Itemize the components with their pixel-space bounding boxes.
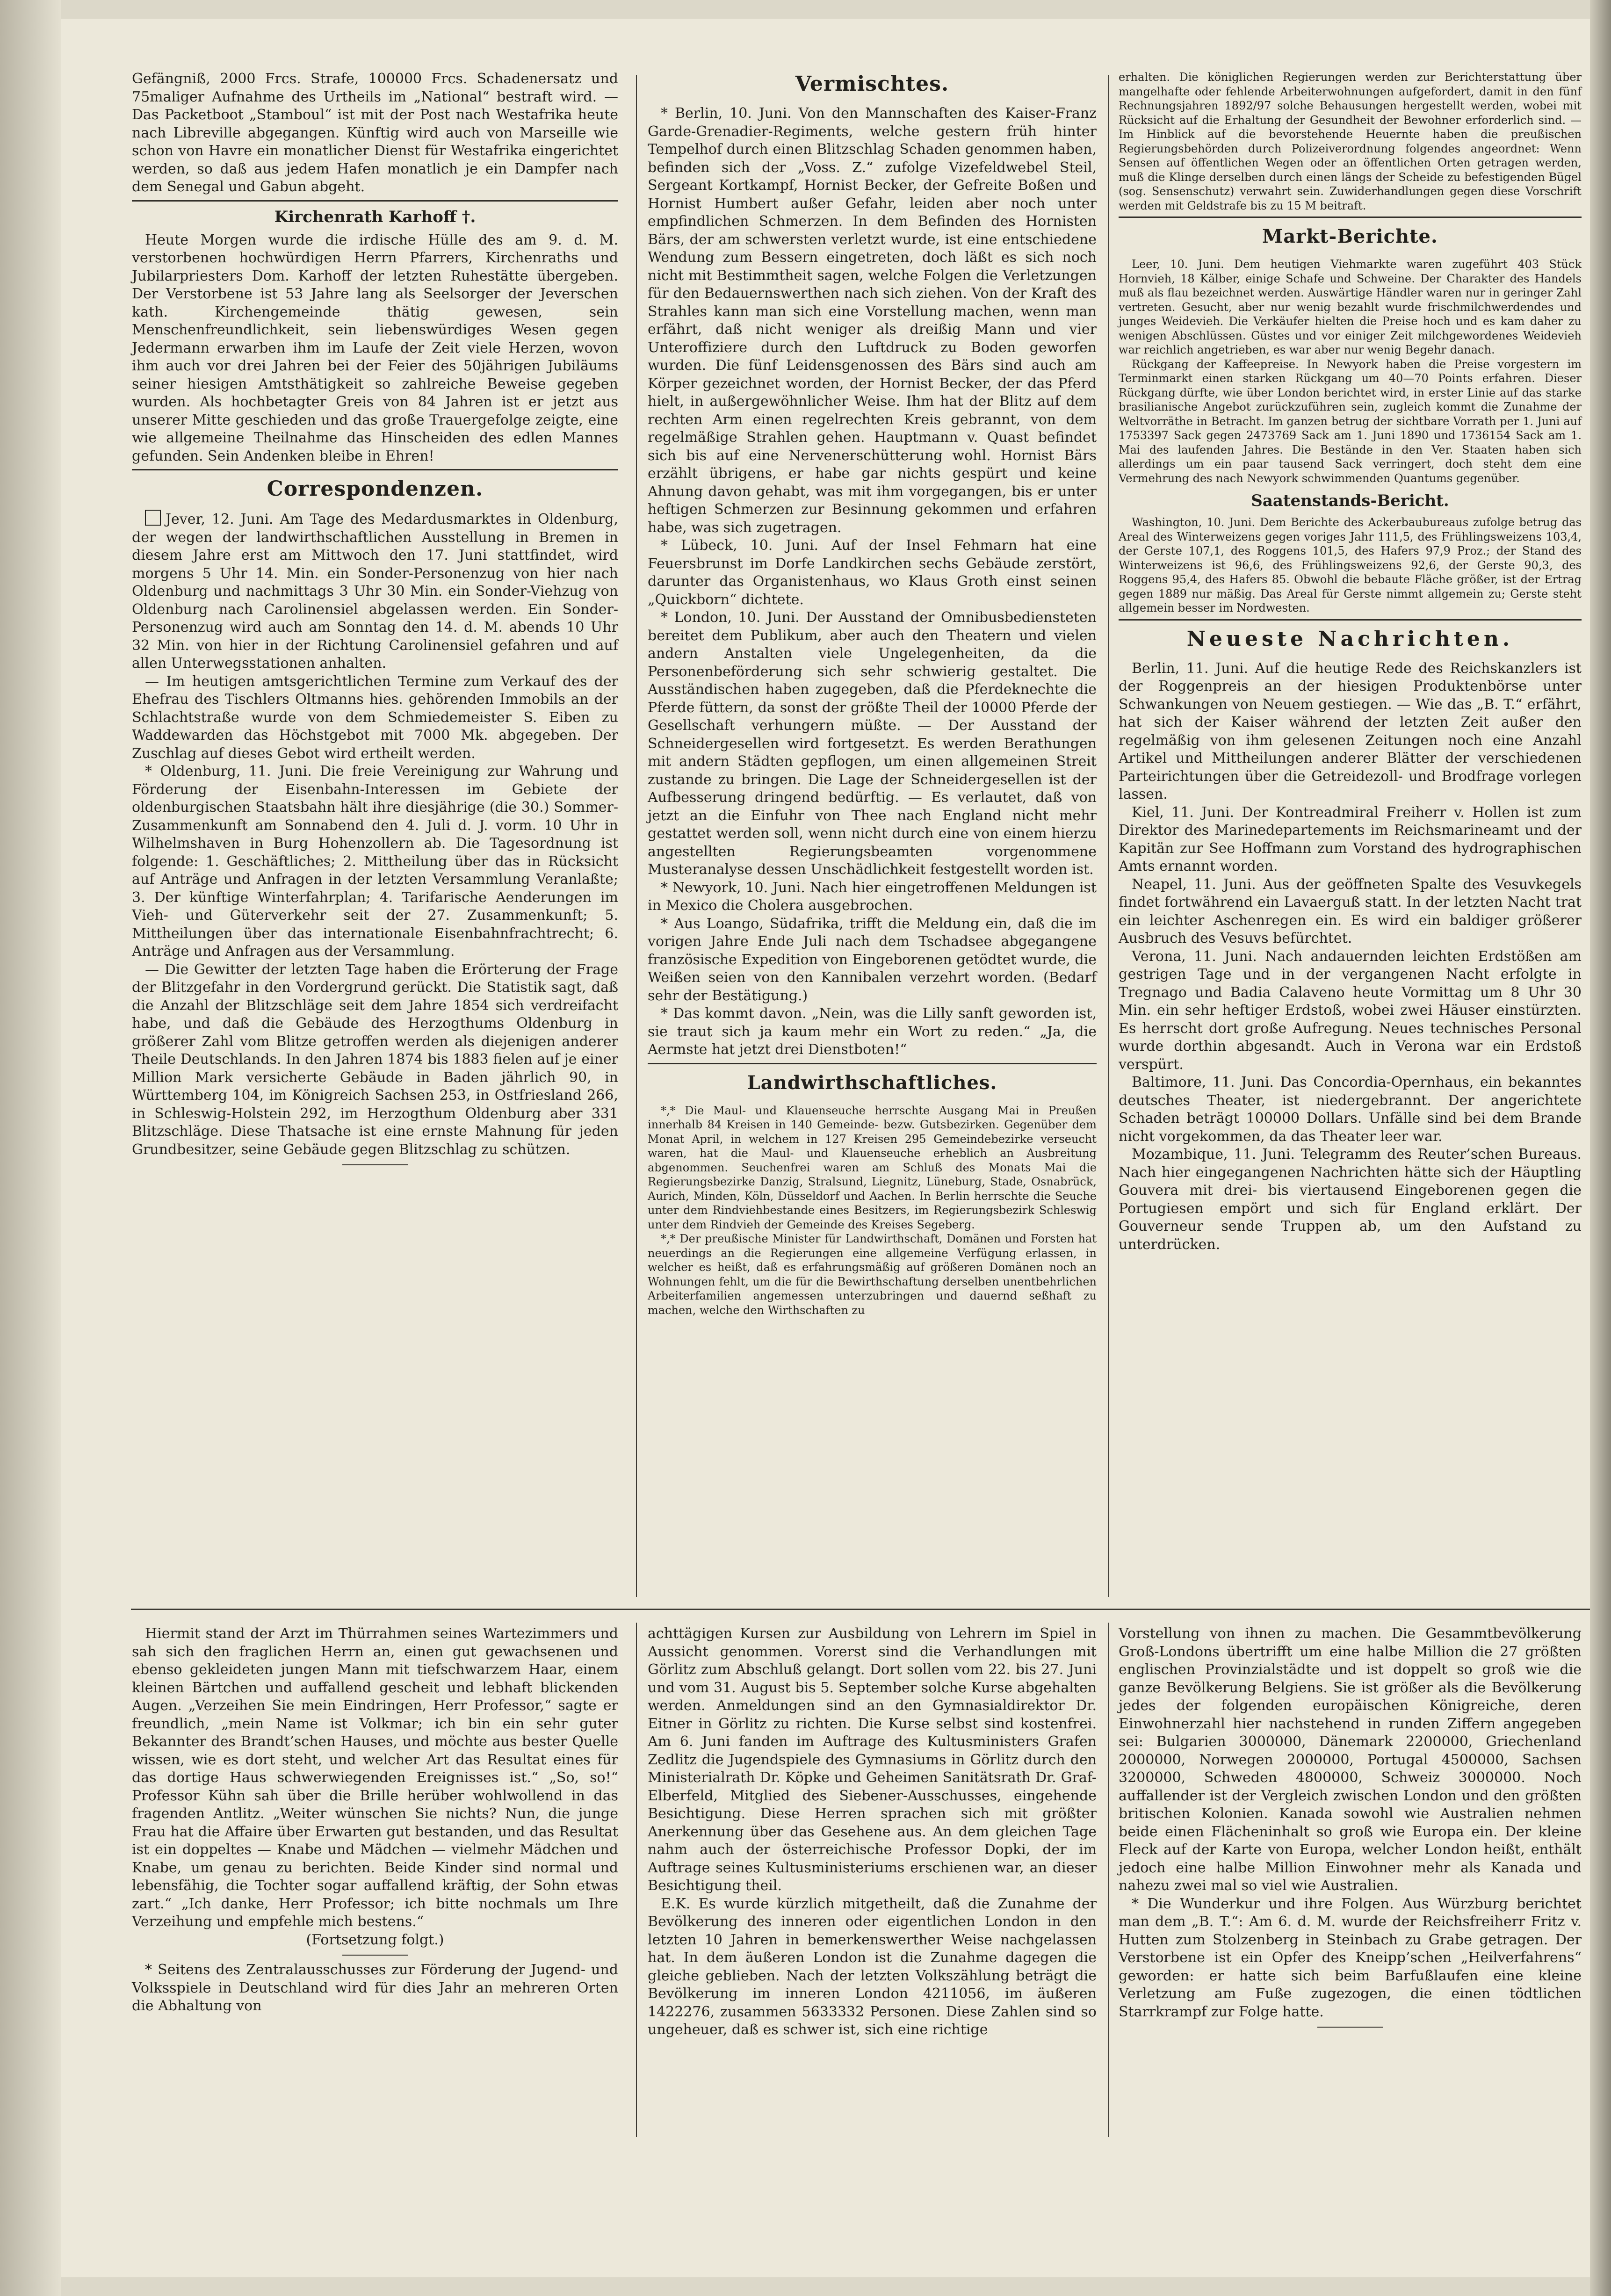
newyork-article: * Newyork, 10. Juni. Nach hier eingetroffenen Meldungen ist in Mexico die Cholera ausgebrochen. <box>648 879 1097 914</box>
bevoelkerung-article: E.K. Es wurde kürzlich mitgetheilt, daß die Zunahme der Bevölkerung des inneren oder eigentlichen London in den letzten 10 Jahren in bemerkenswerther Weise nachgelassen hat. In dem äußeren London ist die Zunahme dagegen die gleiche geblieben. Nach der letzten Volkszählung beträgt die Bevölkerung im inneren London 4211056, im äußeren 1422276, zusammen 5633332 Personen. Diese Zahlen sind so ungeheuer, daß es schwer ist, sich eine richtige <box>648 1895 1097 2038</box>
end-rule <box>1317 2027 1383 2028</box>
page-edge <box>1590 0 1611 2296</box>
berlin-news: Berlin, 11. Juni. Auf die heutige Rede des Reichskanzlers ist der Roggenpreis an der hiesigen Produktenbörse unter Schwankungen von Neuem gestiegen. — Wie das „B. T.“ erfährt, hat sich der Kaiser während der letzten Zeit außer den regelmäßig von ihm gelesenen Zeitungen noch eine Anzahl Artikel und Mittheilungen anderer Blätter der verschiedenen Parteirichtungen über die Getreidezoll- und Brodfrage vorlegen lassen. <box>1119 660 1582 802</box>
column-rule <box>1108 75 1109 1597</box>
karhoff-article: Heute Morgen wurde die irdische Hülle des am 9. d. M. verstorbenen hochwürdigen Herrn Pfarrers, Kirchenraths und Jubilarpriesters Dom. Karhoff der letzten Ruhestätte übergeben. Der Verstorbene ist 53 Jahre lang als Seelsorger der Jeverschen kath. Kirchengemeinde thätig gewesen, sein Menschenfreundlichkeit, sein liebenswürdiges Wesen gegen Jedermann erwarben ihm im Laufe der Zeit viele Herzen, wovon ihm auch vor drei Jahren bei der Feier des 50jährigen Jubiläums seiner hiesigen Amtsthätigkeit so zahlreiche Beweise gegeben wurden. Als hochbetagter Greis von 84 Jahren ist er jetzt aus unserer Mitte geschieden und das große Trauergefolge zeigte, eine wie allgemeine Theilnahme das Hinscheiden des edlen Mannes gefunden. Sein Andenken bleibe in Ehren! <box>132 231 618 464</box>
leer-article: Leer, 10. Juni. Dem heutigen Viehmarkte waren zugeführt 403 Stück Hornvieh, 18 Kälber, einige Schafe und Schweine. Der Charakter des Handels muß als flau bezeichnet werden. Auswärtige Händler waren nur in geringer Zahl vertreten. Gesucht, aber nur wenig bezahlt wurde frischmilchwerdendes und junges Weidevieh. Die Verkäufer hielten die Preise hoch und es kam daher zu wenigen Abschlüssen. Güstes und vor einiger Zeit milchgewordenes Weidevieh war reichlich angetrieben, es war aber nur wenig Begehr danach. <box>1119 258 1582 356</box>
column-1 <box>132 70 618 1171</box>
gewitter-article: — Die Gewitter der letzten Tage haben die Erörterung der Frage der Blitzgefahr in den Vordergrund gerückt. Die Statistik sagt, daß die Anzahl der Blitzschläge seit dem Jahre 1854 sich verdreifacht habe, und daß die Gebäude des Herzogthums Oldenburg in größerer Zahl vom Blitze getroffen werden als diejenigen anderer Theile Deutschlands. In den Jahren 1874 bis 1883 fielen auf je einer Million Mark versicherte Gebäude in Baden jährlich 90, in Württemberg 104, im Königreich Sachsen 253, in Ostfriesland 266, in Schleswig-Holstein 292, im Herzogthum Oldenburg aber 331 Blitzschläge. Diese Thatsache ist eine ernste Mahnung für jeden Grundbesitzer, seine Gebäude gegen Blitzschlag zu schützen. <box>132 961 618 1158</box>
mozambique-news: Mozambique, 11. Juni. Telegramm des Reuter’schen Bureaus. Nach hier eingegangenen Nachrichten hätte sich der Häuptling Gouvera mit drei- bis viertausend Eingeborenen gegen die Portugiesen empört und sich für England erklärt. Der Gouverneur sende Truppen ab, um den Aufstand zu unterdrücken. <box>1119 1146 1582 1253</box>
luebeck-article: * Lübeck, 10. Juni. Auf der Insel Fehmarn hat eine Feuersbrunst im Dorfe Landkirchen sechs Gebäude zerstört, darunter das Organistenhaus, wo Klaus Groth einst seinen „Quickborn“ dichtete. <box>648 537 1097 608</box>
wunderkur-article: * Die Wunderkur und ihre Folgen. Aus Würzburg berichtet man dem „B. T.“: Am 6. d. M. wurde der Reichsfreiherr Fritz v. Hutten zum Stolzenberg in Steinbach zu Grabe getragen. Der Verstorbene ist ein Opfer des Kneipp’schen „Heilverfahrens“ geworden: er hatte sich beim Barfußlaufen eine kleine Verletzung am Fuße zugezogen, die einen tödtlichen Starrkrampf zur Folge hatte. <box>1119 1895 1582 2020</box>
binding-gutter <box>0 0 61 2296</box>
kurse-article: achttägigen Kursen zur Ausbildung von Lehrern im Spiel in Aussicht genommen. Vorerst sind die Verhandlungen mit Görlitz zum Abschluß gelangt. Dort sollen vom 22. bis 27. Juni und vom 31. August bis 5. September solche Kurse abgehalten werden. Anmeldungen sind an den Gymnasialdirektor Dr. Eitner in Görlitz zu richten. Die Kurse selbst sind kostenfrei. Am 6. Juni fanden im Auftrage des Kultusministers Grafen Zedlitz die Jugendspiele des Gymnasiums in Görlitz durch den Ministerialrath Dr. Köpke und Geheimen Sanitätsrath Dr. Graf-Elberfeld, Mitglied des Siebener-Ausschusses, eingehende Besichtigung. Diese Herren sprachen sich mit größter Anerkennung über das Gesehene aus. An dem gleichen Tage nahm auch der österreichische Professor Dopki, der im Auftrage seines Kultusministeriums erschienen war, an dieser Besichtigung theil. <box>648 1625 1097 1894</box>
markt-heading: Markt-Berichte. <box>1262 225 1438 247</box>
column-2 <box>648 70 1097 1317</box>
vermischtes-heading: Vermischtes. <box>795 72 949 96</box>
feuilleton-rule <box>131 1609 1590 1610</box>
kaffee-article: Rückgang der Kaffeepreise. In Newyork haben die Preise vorgestern im Terminmarkt einen starken Rückgang um 40—70 Points erfahren. Dieser Rückgang dürfte, wie über London berichtet wird, in erster Linie auf das starke brasilianische Angebot zurückzuführen sein, zugleich kommt die Zunahme der Weltvorräthe in Betracht. Im ganzen betrug der sichtbare Vorrath per 1. Juni auf 1753397 Sack gegen 2473769 Sack am 1. Juni 1890 und 1736154 Sack am 1. Mai des laufenden Jahres. Die Bestände in den Ver. Staaten haben sich allerdings um ein paar tausend Sack verringert, doch steht dem eine Vermehrung des nach Newyork schwimmenden Quantums gegenüber. <box>1119 357 1582 485</box>
neueste-nachrichten-heading: Neueste Nachrichten. <box>1186 627 1514 651</box>
kiel-news: Kiel, 11. Juni. Der Kontreadmiral Freiherr v. Hollen ist zum Direktor des Marinedepartements im Reichsmarineamt und der Kapitän zur See Hoffmann zum Vorstand des hydrographischen Amts ernannt worden. <box>1119 804 1582 874</box>
square-icon <box>145 510 161 526</box>
landwirthschaftliches-heading: Landwirthschaftliches. <box>747 1071 997 1094</box>
neapel-news: Neapel, 11. Juni. Aus der geöffneten Spalte des Vesuvkegels findet fortwährend ein Lavaerguß statt. In der letzten Nacht trat ein leichter Aschenregen ein. Es wird ein baldiger größerer Ausbruch des Vesuvs befürchtet. <box>1119 876 1582 946</box>
bottom-column-3 <box>1119 1625 1582 2033</box>
oldenburg-article: * Oldenburg, 11. Juni. Die freie Vereinigung zur Wahrung und Förderung der Eisenbahn-Interessen im Gebiete der oldenburgischen Staatsbahn hält ihre diesjährige (die 30.) Sommer-Zusammenkunft am Sonnabend den 4. Juli d. J. vorm. 10 Uhr in Wilhelmshaven in Burg Hohenzollern ab. Die Tagesordnung ist folgende: 1. Geschäftliches; 2. Mittheilung über das in Rücksicht auf Anträge und Anfragen in der letzten Versammlung Veranlaßte; 3. Der künftige Winterfahrplan; 4. Tarifarische Aenderungen im Vieh- und Güterverkehr seit der 27. Zusammenkunft; 5. Mittheilungen über das internationale Eisenbahnfrachtrecht; 6. Anträge und Anfragen aus der Versammlung. <box>132 763 618 960</box>
land-article-2: *,* Der preußische Minister für Landwirthschaft, Domänen und Forsten hat neuerdings an die Regierungen eine allgemeine Verfügung erlassen, in welcher es heißt, daß es erfahrungsmäßig auf größeren Domänen noch an Wohnungen fehlt, um die für die Bewirthschaftung derselben unentbehrlichen Arbeiterfamilien angemessen unterzubringen und dauernd seßhaft zu machen, welche den Wirthschaften zu <box>648 1232 1097 1317</box>
bottom-column-1 <box>132 1625 618 2015</box>
loango-article: * Aus Loango, Südafrika, trifft die Meldung ein, daß die im vorigen Jahre Ende Juli nach dem Tschadsee abgegangene französische Expedition von Eingeborenen getödtet wurde, die Weißen seien von den Kannibalen verzehrt worden. (Bedarf sehr der Bestätigung.) <box>648 915 1097 1004</box>
karhoff-heading: Kirchenrath Karhoff †. <box>274 207 476 226</box>
saatenstand-article: Washington, 10. Juni. Dem Berichte des Ackerbaubureaus zufolge betrug das Areal des Winterweizens gegen voriges Jahr 111,5, des Frühlingsweizens 103,4, der Gerste 107,1, des Roggens 101,5, des Hafers 97,9 Proz.; der Stand des Winterweizens ist 96,6, des Frühlingsweizens 92,6, der Gerste 90,3, des Roggens 95,4, des Hafers 85. Obwohl die bebaute Fläche größer, ist der Ertrag gegen 1889 nur mäßig. Das Areal für Gerste nimmt allgemein zu; Gerste steht allgemein besser im Nordwesten. <box>1119 516 1582 614</box>
column-rule <box>636 75 637 1597</box>
section-rule <box>1119 619 1582 621</box>
verona-news: Verona, 11. Juni. Nach andauernden leichten Erdstößen am gestrigen Tage und in der vergangenen Nacht erfolgte in Tregnago und Badia Calaveno heute Vormittag um 8 Uhr 30 Min. ein sehr heftiger Erdstoß, wobei zwei Häuser einstürzten. Es herrscht dort große Aufregung. Neues technisches Personal wurde dorthin abgesandt. Auch in Verona war ein Erdstoß verspürt. <box>1119 948 1582 1073</box>
section-rule <box>132 200 618 202</box>
column-rule <box>1108 1623 1109 2137</box>
column-rule <box>636 1623 637 2137</box>
london-population-article: Vorstellung von ihnen zu machen. Die Gesammtbevölkerung Groß-Londons übertrifft um eine halbe Million die 27 größten englischen Provinzialstädte und ist doppelt so groß wie die ganze Bevölkerung Belgiens. Sie ist größer als die Bevölkerung jedes der folgenden europäischen Königreiche, deren Einwohnerzahl hier nachstehend in runden Ziffern angegeben sei: Bulgarien 3000000, Dänemark 2200000, Griechenland 2000000, Norwegen 2000000, Portugal 4500000, Sachsen 3200000, Schweden 4800000, Schweiz 3000000. Noch auffallender ist der Vergleich zwischen London und den größten britischen Kolonien. Kanada sowohl wie Australien nehmen beide einen Flächeninhalt so groß wie Europa ein. Der kleine Fleck auf der Karte von Europa, welcher London heißt, enthält jedoch eine halbe Million Einwohner mehr als Kanada und nahezu zwei mal so viel wie Australien. <box>1119 1625 1582 1894</box>
jugendspiele-article: * Seitens des Zentralausschusses zur Förderung der Jugend- und Volksspiele in Deutschland wird für dies Jahr an mehreren Orten die Abhaltung von <box>132 1962 618 2014</box>
fortsetzung-note: (Fortsetzung folgt.) <box>306 1931 444 1948</box>
section-rule <box>132 469 618 470</box>
jever-article: Jever, 12. Juni. Am Tage des Medardusmarktes in Oldenburg, der wegen der landwirthschaftlichen Ausstellung in Bremen in diesem Jahre erst am Mittwoch den 17. Juni stattfindet, wird morgens 5 Uhr 14. Min. ein Sonder-Personenzug von hier nach Oldenburg und nachmittags 3 Uhr 30 Min. ein Sonder-Viehzug von Oldenburg nach Carolinensiel abgelassen werden. Ein Sonder-Personenzug wird auch am Sonntag den 14. d. M. abends 10 Uhr 32 Min. von hier in der Richtung Carolinensiel gefahren und auf allen Unterwegsstationen anhalten. <box>132 511 618 671</box>
termine-article: — Im heutigen amtsgerichtlichen Termine zum Verkauf des der Ehefrau des Tischlers Oltmanns hies. gehörenden Immobils an der Schlachtstraße wurde von dem Schmiedemeister S. Eiben zu Waddewarden das Höchstgebot mit 7000 Mk. abgegeben. Der Zuschlag auf dieses Gebot wird ertheilt werden. <box>132 673 618 762</box>
feuilleton-text: Hiermit stand der Arzt im Thürrahmen seines Wartezimmers und sah sich den fraglichen Herrn an, einen gut gewachsenen und ebenso gekleideten jungen Mann mit tiefschwarzem Haar, einem kleinen Bärtchen und auffallend gescheit und lebhaft blickenden Augen. „Verzeihen Sie mein Eindringen, Herr Professor,“ sagte er freundlich, „mein Name ist Volkmar; ich bin ein sehr guter Bekannter des Brandt’schen Hauses, und möchte aus bester Quelle wissen, wie es dort steht, und welcher Art das Resultat eines für das dortige Haus schwerwiegenden Ereignisses ist.“ „So, so!“ Professor Kühn sah über die Brille herüber wohlwollend in das fragenden Antlitz. „Weiter wünschen Sie nichts? Nun, die junge Frau hat die Affaire über Erwarten gut bestanden, und das Resultat ist ein doppeltes — Knabe und Mädchen — vielmehr Mädchen und Knabe, um genau zu berichten. Beide Kinder sind normal und lebensfähig, die Tochter sogar auffallend kräftig, der Sohn etwas zart.“ „Ich danke, Herr Professor; ich bitte nochmals um Ihre Verzeihung und empfehle mich bestens.“ <box>132 1625 618 1930</box>
baltimore-news: Baltimore, 11. Juni. Das Concordia-Opernhaus, ein bekanntes deutsches Theater, ist niedergebrannt. Der angerichtete Schaden beträgt 100000 Dollars. Unfälle sind bei dem Brande nicht vorgekommen, da das Theater leer war. <box>1119 1074 1582 1145</box>
end-rule <box>342 1955 408 1956</box>
intro-paragraph: Gefängniß, 2000 Frcs. Strafe, 100000 Frcs. Schadenersatz und 75maliger Aufnahme des Urtheils im „National“ bestraft wird. — Das Packetboot „Stamboul“ ist mit der Post nach Westafrika heute nach Libreville abgegangen. Künftig wird auch von Marseille wie schon von Havre ein monatlicher Dienst für Westafrika eingerichtet werden, so daß aus jedem Hafen monatlich je ein Dampfer nach dem Senegal und Gabun abgeht. <box>132 71 618 195</box>
berlin-article: * Berlin, 10. Juni. Von den Mannschaften des Kaiser-Franz Garde-Grenadier-Regiments, welche gestern früh hinter Tempelhof durch einen Blitzschlag Schaden genommen haben, befinden sich der „Voss. Z.“ zufolge Vizefeldwebel Steil, Sergeant Kortkampf, Hornist Becker, der Gefreite Boßen und Hornist Humbert außer Gefahr, leiden aber noch unter empfindlichen Schmerzen. In dem Befinden des Hornisten Bärs, der am schwersten verletzt wurde, ist eine entschiedene Wendung zum Bessern eingetreten, doch läßt es sich noch nicht mit Bestimmtheit sagen, welche Folgen die Verletzungen für den Bedauernswerthen nach sich ziehen. Von der Kraft des Strahles kann man sich eine Vorstellung machen, wenn man erfährt, daß nicht weniger als dreißig Mann und vier Unteroffiziere durch den Luftdruck zu Boden geworfen wurden. Die fünf Leidensgenossen des Bärs sind auch am Körper gezeichnet worden, der Hornist Becker, der das Pferd hielt, in außergewöhnlicher Weise. Ihm hat der Blitz auf dem rechten Arm einen regelrechten Kreis gebrannt, von dem regelmäßige Strahlen gehen. Hauptmann v. Quast befindet sich bis auf eine Nervenerschütterung wohl. Hornist Bärs erzählt übrigens, er habe gar nichts gespürt und keine Ahnung davon gehabt, was mit ihm vorgegangen, bis er unter heftigen Schmerzen zur Besinnung gekommen und erfahren habe, was sich zugetragen. <box>648 105 1097 536</box>
london-article: * London, 10. Juni. Der Ausstand der Omnibusbediensteten bereitet dem Publikum, aber auch den Theatern und vielen andern Anstalten viele Ungelegenheiten, da die Personenbeförderung sich sehr schwierig gestaltet. Die Ausständischen haben zugegeben, daß die Pferdeknechte die Pferde füttern, da sonst der größte Theil der 10000 Pferde der Gesellschaft verhungern müßte. — Der Ausstand der Schneidergesellen wird fortgesetzt. Es werden Berathungen mit andern Städten gepflogen, um einen allgemeinen Streit zustande zu bringen. Die Lage der Schneidergesellen ist der Aufbesserung dringend bedürftig. — Es verlautet, daß von jetzt an die Einfuhr von Thee nach England nicht mehr gestattet werden soll, wenn nicht durch eine von einem hierzu angestellten Regierungsbeamten vorgenommene Musteranalyse dessen Unschädlichkeit festgestellt worden ist. <box>648 609 1097 878</box>
land-article-1: *,* Die Maul- und Klauenseuche herrschte Ausgang Mai in Preußen innerhalb 84 Kreisen in 140 Gemeinde- bezw. Gutsbezirken. Gegenüber dem Monat April, in welchem in 127 Kreisen 295 Gemeindebezirke verseucht waren, hat die Maul- und Klauenseuche erheblich an Ausbreitung abgenommen. Seuchenfrei waren am Schluß des Monats Mai die Regierungsbezirke Danzig, Stralsund, Liegnitz, Lüneburg, Stade, Osnabrück, Aurich, Minden, Köln, Düsseldorf und Aachen. In Berlin herrschte die Seuche unter dem Rindviehbestande eines Besitzers, im Regierungsbezirk Schleswig unter dem Rindvieh der Gemeinde des Kreises Segeberg. <box>648 1104 1097 1231</box>
section-rule <box>648 1063 1097 1064</box>
davon-article: * Das kommt davon. „Nein, was die Lilly sanft geworden ist, sie traut sich ja kaum mehr ein Wort zu reden.“ „Ja, die Aermste hat jetzt drei Dienstboten!“ <box>648 1005 1097 1058</box>
bottom-column-2 <box>648 1625 1097 2039</box>
saatenstand-heading: Saatenstands-Bericht. <box>1251 491 1449 510</box>
correspondenzen-heading: Correspondenzen. <box>267 477 484 501</box>
regierung-article: erhalten. Die königlichen Regierungen werden zur Berichterstattung über mangelhafte oder fehlende Arbeiterwohnungen aufgefordert, damit in den fünf Rechnungsjahren 1892/97 solche Behausungen hergestellt werden, wobei mit Rücksicht auf die Erhaltung der Gesundheit der Bewohner erforderlich sind. — Im Hinblick auf die bevorstehende Heuernte haben die preußischen Regierungsbehörden durch Polizeiverordnung folgendes angeordnet: Wenn Sensen auf öffentlichen Wegen oder an öffentlichen Orten getragen werden, muß die Klinge derselben durch einen längs der Scheide zu befestigenden Bügel (sog. Sensenschutz) verwahrt sein. Zuwiderhandlungen gegen diese Vorschrift werden mit Geldstrafe bis zu 15 M beitraft. <box>1119 71 1582 212</box>
column-3 <box>1119 70 1582 1254</box>
section-rule <box>1119 217 1582 218</box>
end-rule <box>342 1164 408 1165</box>
